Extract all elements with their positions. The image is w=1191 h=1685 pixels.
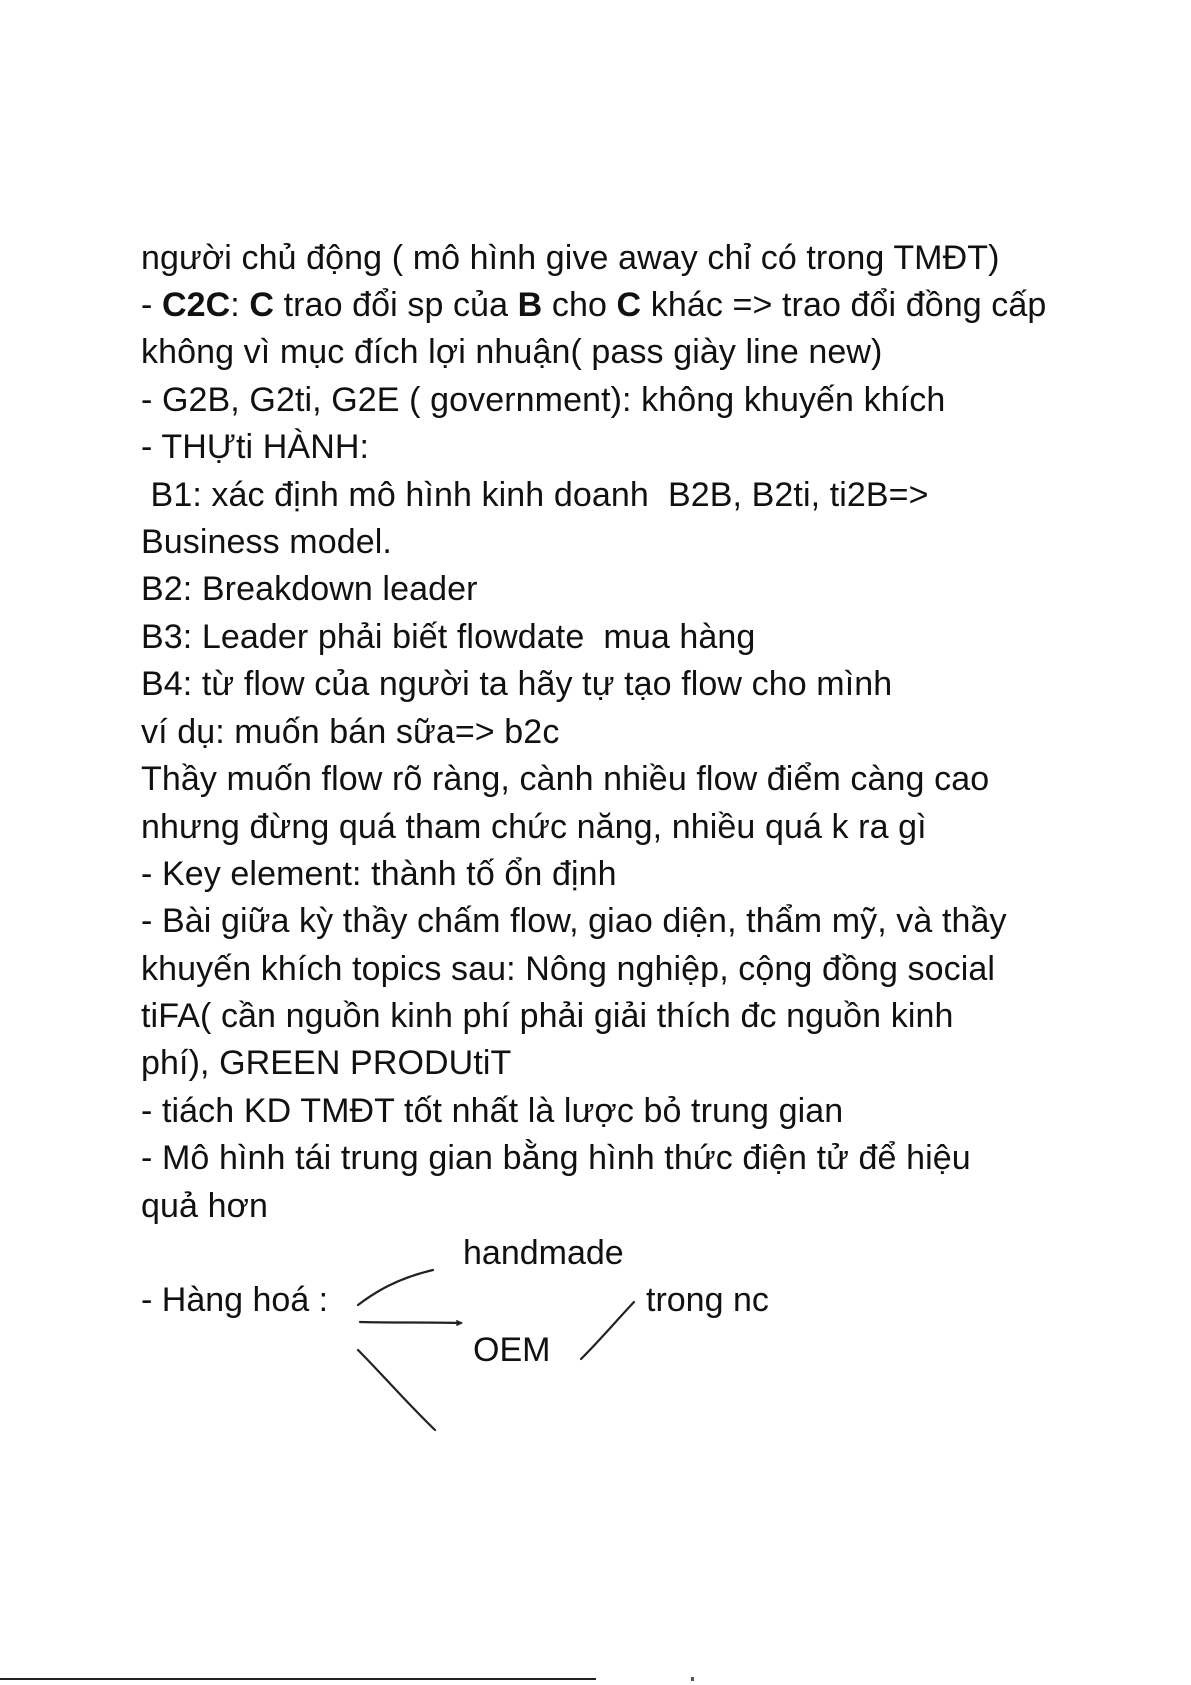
text-line-20: - Mô hình tái trung gian bằng hình thức điện tử để hiệu [141,1139,971,1177]
branch-line-right [581,1302,634,1359]
text-segment-bold: C [616,286,642,324]
text-line-8: B2: Breakdown leader [141,570,478,608]
branch-line-up [358,1270,433,1305]
diagram-label-hang-hoa: - Hàng hoá : [141,1281,329,1319]
text-line-17: tiFA( cần nguồn kinh phí phải giải thích đc nguồn kinh [141,997,954,1035]
text-line-12: Thầy muốn flow rõ ràng, cành nhiều flow điểm càng cao [141,760,990,798]
text-line-4: - G2B, G2ti, G2E ( government): không khuyến khích [141,381,946,419]
text-line-18: phí), GREEN PRODUtiT [141,1044,512,1082]
text-line-10: B4: từ flow của người ta hãy tự tạo flow cho mình [141,665,893,703]
text-segment: khác => trao đổi đồng cấp [641,286,1047,324]
text-segment: trao đổi sp của [274,286,518,324]
text-segment-bold: C [249,286,275,324]
text-line-19: - tiách KD TMĐT tốt nhất là lược bỏ trung gian [141,1092,844,1130]
text-segment: cho [542,286,617,324]
text-line-13: nhưng đừng quá tham chức năng, nhiều quá k ra gì [141,808,927,846]
text-line-3: không vì mục đích lợi nhuận( pass giày line new) [141,333,883,371]
branch-arrow-tip [457,1321,461,1325]
branch-line-down [358,1350,435,1430]
diagram-label-oem: OEM [473,1331,551,1369]
text-line-15: - Bài giữa kỳ thầy chấm flow, giao diện, thẩm mỹ, và thầy [141,902,1007,940]
page-bottom-rule [0,1678,596,1680]
text-segment-bold: C2C [161,286,231,324]
page-edge-mark [691,1677,694,1681]
text-segment: - [141,286,162,324]
text-segment-bold: B [517,286,543,324]
text-line-7: Business model. [141,523,392,561]
text-line-11: ví dụ: muốn bán sữa=> b2c [141,713,560,751]
diagram-label-trong-nc: trong nc [646,1281,769,1319]
text-segment: : [230,286,250,324]
branch-line-middle [360,1322,461,1323]
text-line-14: - Key element: thành tố ổn định [141,855,617,893]
text-line-2 [141,283,1046,327]
diagram-label-handmade: handmade [463,1234,624,1272]
text-line-16: khuyến khích topics sau: Nông nghiệp, cộng đồng social [141,950,996,988]
text-line-5: - THỰti HÀNH: [141,428,370,466]
text-line-6: B1: xác định mô hình kinh doanh B2B, B2ti, ti2B=> [141,476,929,514]
text-line-21: quả hơn [141,1187,268,1225]
text-line-9: B3: Leader phải biết flowdate mua hàng [141,618,756,656]
text-line-1: người chủ động ( mô hình give away chỉ có trong TMĐT) [141,239,1000,277]
